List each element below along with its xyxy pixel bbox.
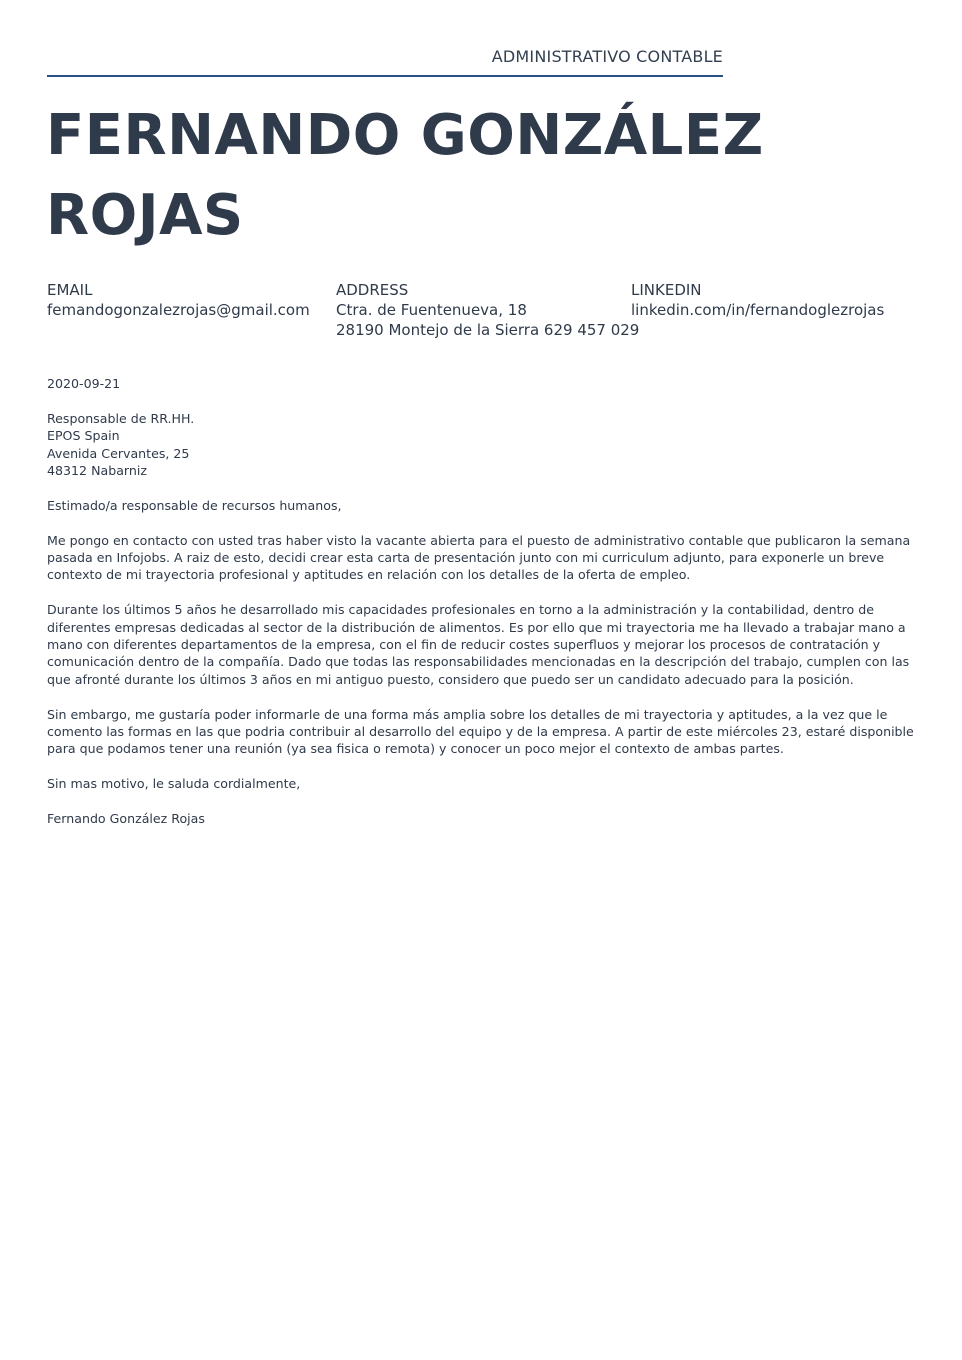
recipient-line: Avenida Cervantes, 25 <box>47 445 190 461</box>
letter-paragraph: Me pongo en contacto con usted tras haber visto la vacante abierta para el puesto de administrativo contable que publicaron la semana pasada en Infojobs. A raiz de esto, decidi crear esta carta de presentación junto con mi curriculum adjunto, para exponerle un breve contexto de mi trayectoria profesional y aptitudes en relación con los detalles de la oferta de empleo. <box>47 532 911 583</box>
contact-email <box>47 280 310 320</box>
address-line-2: 28190 Montejo de la Sierra 629 457 029 <box>336 321 640 339</box>
letter-paragraph: Durante los últimos 5 años he desarrollado mis capacidades profesionales en torno a la administración y la contabilidad, dentro de diferentes empresas dedicadas al sector de la distribución de alimentos. Es por ello que mi trayectoria me ha llevado a trabajar mano a mano con diferentes departamentos de la empresa, con el fin de reducir costes superfluos y mejorar los procesos de contratación y comunicación dentro de la compañía. Dado que todas las responsabilidades mencionadas en la descripción del trabajo, cumplen con las que afronté durante los últimos 3 años en mi antiguo puesto, considero que puedo ser un candidato adecuado para la posición. <box>47 602 910 687</box>
linkedin-value: linkedin.com/in/fernandoglezrojas <box>631 301 885 319</box>
job-title: ADMINISTRATIVO CONTABLE <box>491 47 723 66</box>
recipient-line: EPOS Spain <box>47 428 120 444</box>
contact-info <box>47 280 927 350</box>
recipient-line: 48312 Nabarniz <box>47 463 147 479</box>
letter-salutation: Estimado/a responsable de recursos humanos, <box>47 497 342 513</box>
header-divider <box>47 75 723 77</box>
letter-body <box>47 375 919 845</box>
recipient-block <box>47 410 919 480</box>
contact-linkedin <box>631 280 884 320</box>
email-label: EMAIL <box>47 281 93 299</box>
applicant-name-line-2: ROJAS <box>46 183 244 248</box>
email-value: femandogonzalezrojas@gmail.com <box>47 301 310 319</box>
linkedin-label: LINKEDIN <box>631 281 702 299</box>
letter-closing: Sin mas motivo, le saluda cordialmente, <box>47 776 301 792</box>
contact-address <box>336 280 639 340</box>
letter-paragraph: Sin embargo, me gustaría poder informarle de una forma más amplia sobre los detalles de mi trayectoria y aptitudes, a la vez que le comento las formas en las que podria contribuir al desarrollo del equipo y de la empresa. A partir de este miércoles 23, estaré disponible para que podamos tener una reunión (ya sea fisica o remota) y conocer un poco mejor el contexto de ambas partes. <box>47 706 914 757</box>
address-label: ADDRESS <box>336 281 409 299</box>
applicant-name <box>46 96 766 256</box>
letter-date: 2020-09-21 <box>47 376 121 391</box>
applicant-name-line-1: FERNANDO GONZÁLEZ <box>46 103 764 168</box>
address-line-1: Ctra. de Fuentenueva, 18 <box>336 301 527 319</box>
letter-signature: Fernando González Rojas <box>47 811 205 827</box>
recipient-line: Responsable de RR.HH. <box>47 410 195 426</box>
